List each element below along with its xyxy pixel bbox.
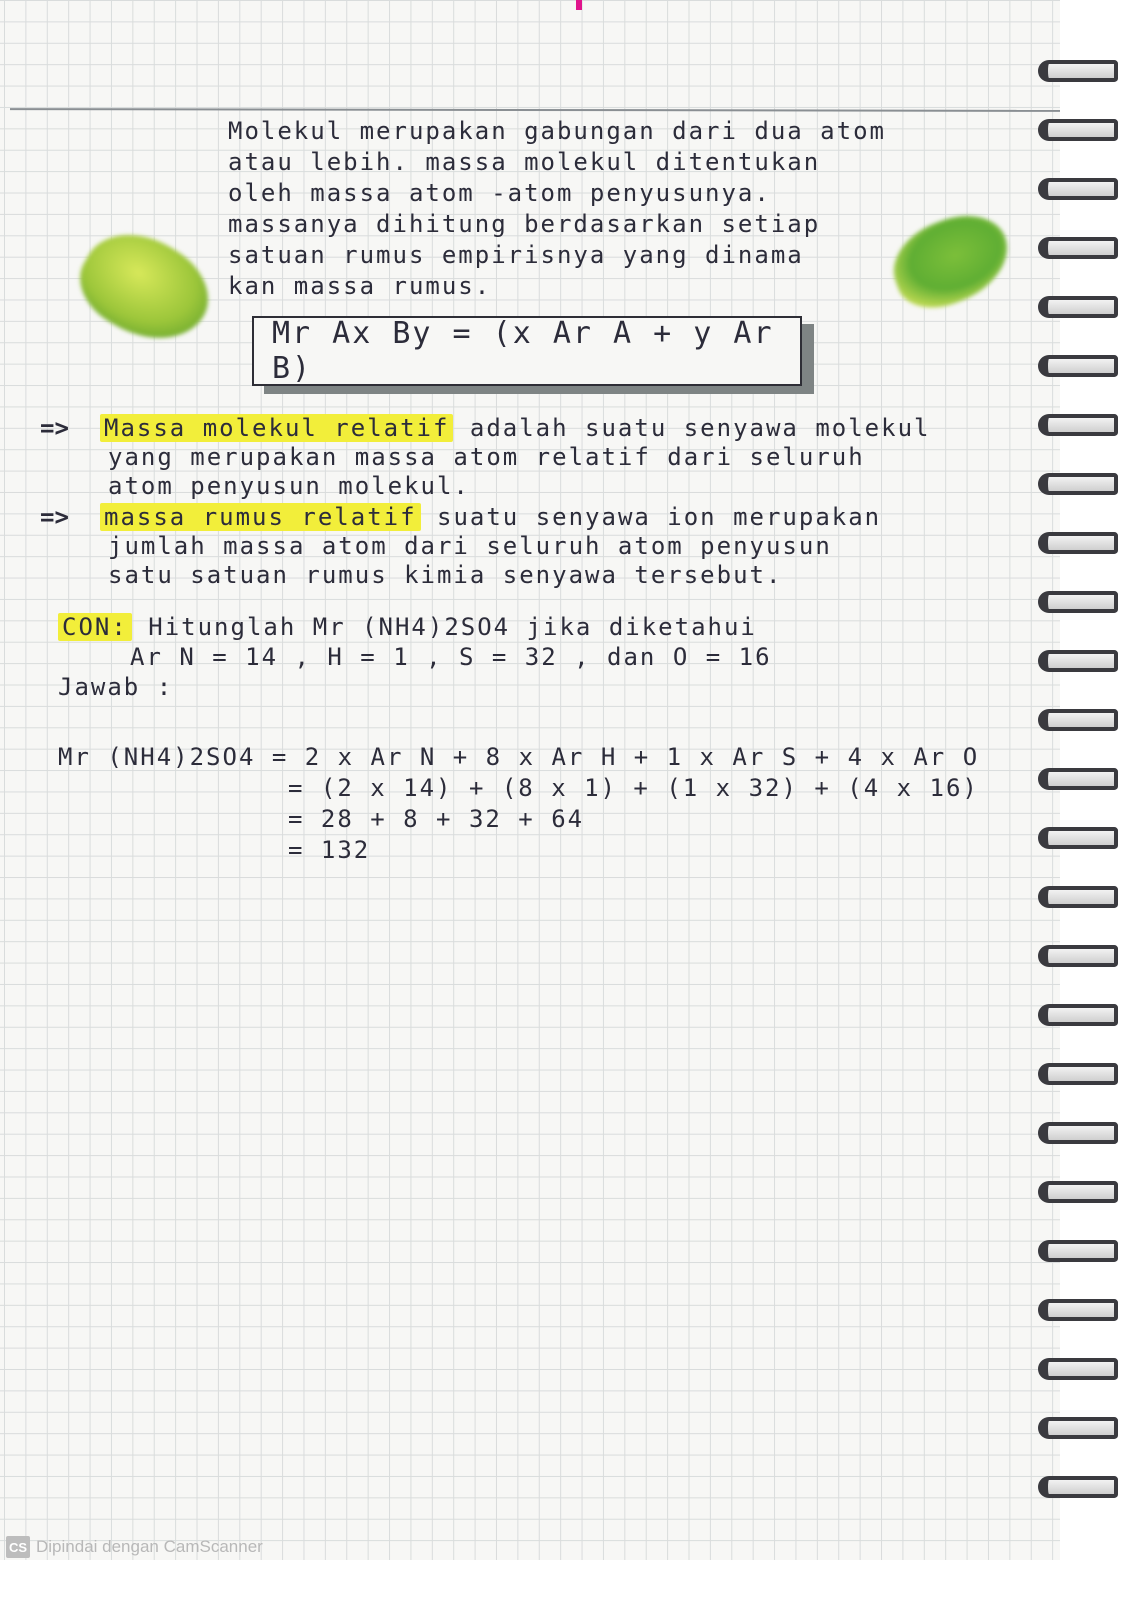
definition-term: massa rumus relatif: [100, 503, 421, 531]
definition-text: satu satuan rumus kimia senyawa tersebut.: [108, 561, 783, 589]
formula-text: Mr Ax By = (x Ar A + y Ar B): [272, 316, 774, 386]
binding-mark: [576, 0, 582, 10]
spiral-ring: [1038, 1122, 1118, 1144]
working-step: = 132: [288, 836, 371, 864]
spiral-ring: [1038, 178, 1118, 200]
spiral-ring: [1038, 591, 1118, 613]
spiral-ring: [1038, 1476, 1118, 1498]
spiral-ring: [1038, 886, 1118, 908]
definition-molecular-mass: [40, 414, 1040, 501]
implication-arrow-icon: =>: [40, 503, 69, 531]
working-lead: Mr (NH4)2SO4 = 2 x Ar N + 8 x Ar H + 1 x Ar S + 4 x Ar O: [58, 743, 980, 771]
spiral-ring: [1038, 473, 1118, 495]
highlighter-blob-left: [65, 214, 225, 361]
working-step: = 28 + 8 + 32 + 64: [288, 805, 585, 833]
spiral-ring: [1038, 237, 1118, 259]
definition-text: yang merupakan massa atom relatif dari seluruh: [108, 443, 865, 471]
definition-text: adalah suatu senyawa molekul: [453, 414, 931, 442]
definition-text: jumlah massa atom dari seluruh atom penyusun: [108, 532, 832, 560]
spiral-ring: [1038, 650, 1118, 672]
example-given: Ar N = 14 , H = 1 , S = 32 , dan O = 16: [130, 643, 772, 671]
implication-arrow-icon: =>: [40, 414, 69, 442]
spiral-ring: [1038, 355, 1118, 377]
spiral-ring: [1038, 1299, 1118, 1321]
working-step: = (2 x 14) + (8 x 1) + (1 x 32) + (4 x 16): [288, 774, 979, 802]
spiral-ring: [1038, 532, 1118, 554]
spiral-ring: [1038, 1358, 1118, 1380]
watermark-text: Dipindai dengan CamScanner: [36, 1537, 263, 1556]
spiral-ring: [1038, 768, 1118, 790]
answer-label: Jawab :: [58, 673, 174, 701]
spiral-ring: [1038, 60, 1118, 82]
header-rule: [10, 108, 1060, 112]
example-question: Hitunglah Mr (NH4)2SO4 jika diketahui: [131, 613, 757, 641]
intro-paragraph: Molekul merupakan gabungan dari dua atom atau lebih. massa molekul ditentukan oleh massa atom -atom penyusunya. massanya dihitung berdasarkan setiap satuan rumus empirisnya yang dinama kan massa rumus.: [228, 117, 886, 300]
spiral-ring: [1038, 1417, 1118, 1439]
spiral-ring: [1038, 1181, 1118, 1203]
spiral-ring: [1038, 414, 1118, 436]
spiral-ring: [1038, 1063, 1118, 1085]
spiral-ring: [1038, 1240, 1118, 1262]
example-block: [58, 612, 1018, 702]
formula-box: [252, 316, 802, 386]
spiral-ring: [1038, 1004, 1118, 1026]
definition-term: Massa molekul relatif: [100, 414, 453, 442]
spiral-ring: [1038, 945, 1118, 967]
spiral-ring: [1038, 296, 1118, 318]
definition-text: suatu senyawa ion merupakan: [420, 503, 882, 531]
spiral-ring: [1038, 119, 1118, 141]
definition-formula-mass: [40, 503, 1040, 590]
camscanner-logo-icon: CS: [6, 1536, 30, 1558]
definition-text: atom penyusun molekul.: [108, 472, 470, 500]
example-label: CON:: [58, 613, 132, 641]
camscanner-watermark: [6, 1535, 263, 1559]
spiral-ring: [1038, 709, 1118, 731]
spiral-binding: [1020, 40, 1124, 1540]
spiral-ring: [1038, 827, 1118, 849]
working-block: [58, 742, 1018, 866]
